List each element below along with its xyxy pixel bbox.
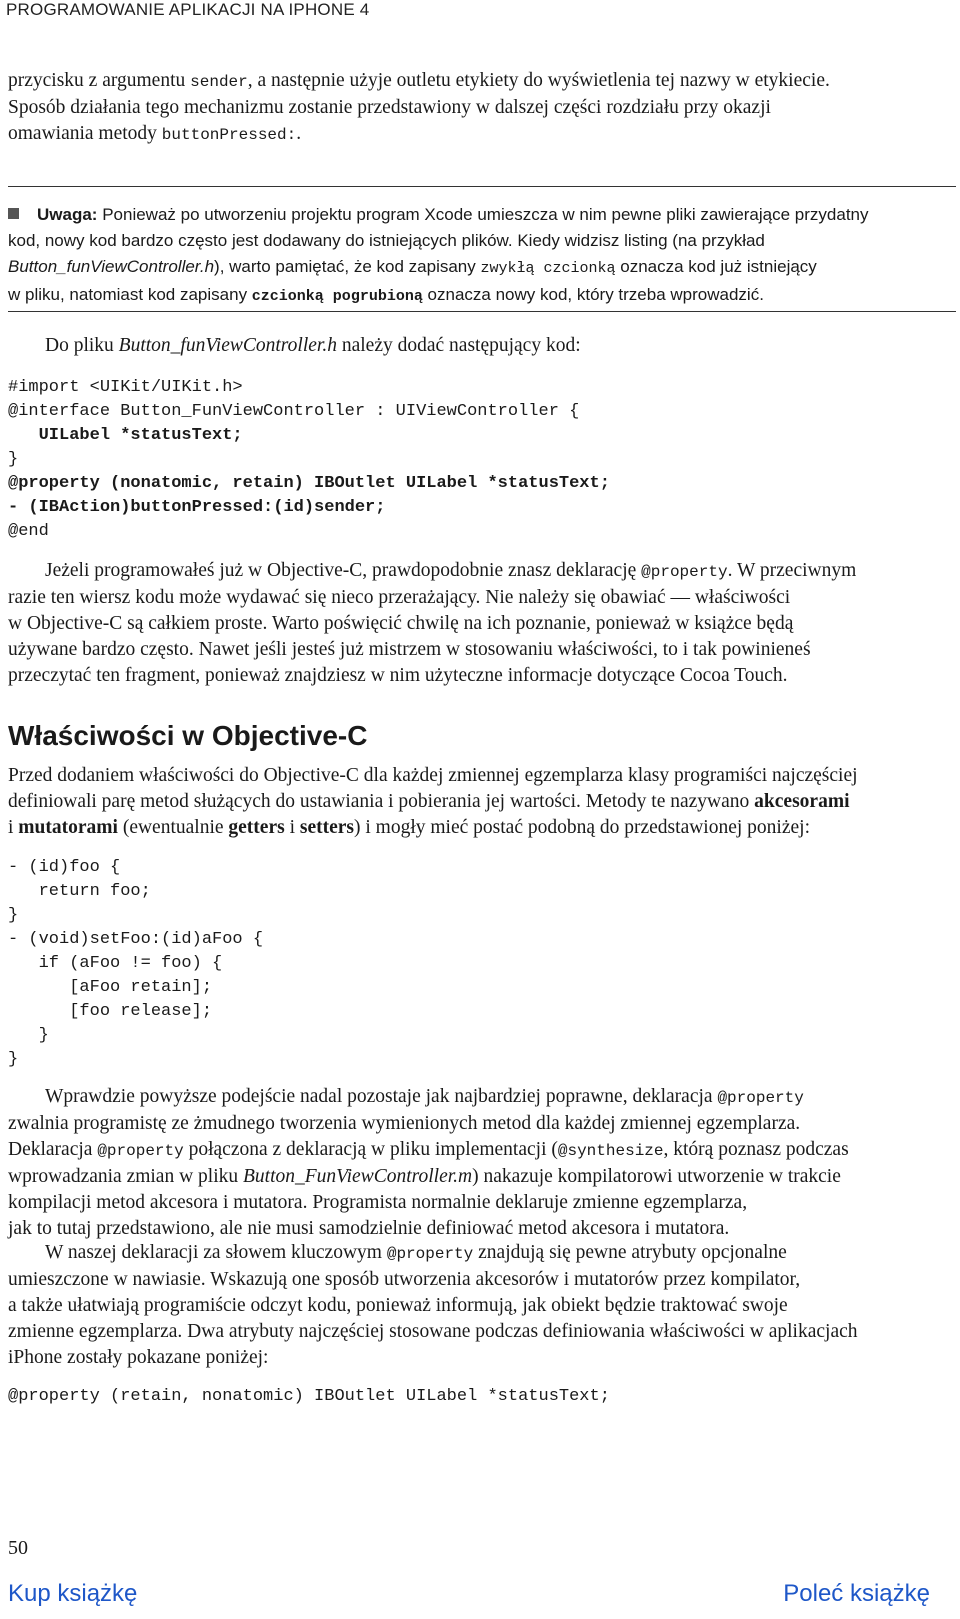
code-line: @interface Button_FunViewController : UIViewController {: [8, 402, 580, 421]
inline-code: sender: [190, 73, 248, 91]
code-line: [aFoo retain];: [8, 978, 213, 997]
code-line: }: [8, 906, 19, 925]
square-bullet-icon: [8, 208, 19, 219]
bold-term: setters: [299, 817, 355, 838]
text-line: w pliku, natomiast kod zapisany czcionką pogrubioną oznacza nowy kod, który trzeba wprowadzić.: [8, 285, 764, 305]
text-line: jak to tutaj przedstawiono, ale nie musi samodzielnie definiować metod akcesora i mutatora.: [8, 1218, 730, 1239]
text-line: Wprawdzie powyższe podejście nadal pozostaje jak najbardziej poprawne, deklaracja @property: [45, 1086, 804, 1107]
text-line: kompilacji metod akcesora i mutatora. Programista normalnie deklaruje zmienne egzemplarza,: [8, 1192, 748, 1213]
bold-term: akcesorami: [754, 791, 850, 812]
paragraph: [8, 333, 952, 359]
text-line: kod, nowy kod bardzo często jest dodawany do istniejących plików. Kiedy widzisz listing (na przykład: [8, 231, 765, 250]
text-line: razie ten wiersz kodu może wydawać się nieco przerażający. Nie należy się obawiać — właściwości: [8, 587, 791, 608]
paragraph: [8, 763, 952, 841]
intro-paragraph: [8, 68, 952, 148]
text-line: Button_funViewController.h), warto pamiętać, że kod zapisany zwykłą czcionką oznacza kod już istniejący: [8, 257, 817, 277]
inline-code-bold: czcionką pogrubioną: [251, 288, 423, 305]
text-line: Przed dodaniem właściwości do Objective-C dla każdej zmiennej egzemplarza klasy programiści najczęściej: [8, 765, 858, 786]
inline-code: zwykłą czcionką: [480, 260, 616, 277]
bold-term: mutatorami: [18, 817, 118, 838]
running-header: PROGRAMOWANIE APLIKACJI NA IPHONE 4: [6, 0, 370, 19]
text-line: Deklaracja @property połączona z deklaracją w pliku implementacji (@synthesize, którą poznasz podczas: [8, 1139, 849, 1160]
note-label: Uwaga:: [37, 205, 98, 224]
page-number: 50: [8, 1537, 28, 1559]
note-top-rule: [8, 186, 956, 187]
inline-code: @property: [641, 563, 728, 581]
text-line: Sposób działania tego mechanizmu zostanie przedstawiony w dalszej części rozdziału przy okazji: [8, 97, 771, 118]
code-line: @property (retain, nonatomic) IBOutlet UILabel *statusText;: [8, 1387, 610, 1406]
inline-code: @property: [386, 1245, 474, 1263]
code-listing: [8, 1385, 610, 1409]
paragraph: [8, 558, 952, 689]
text-line: przeczytać ten fragment, ponieważ znajdziesz w nim użyteczne informacje dotyczące Cocoa Touch.: [8, 665, 788, 686]
text-line: zmienne egzemplarza. Dwa atrybuty najczęściej stosowane podczas definiowania właściwości w aplikacjach: [8, 1321, 858, 1342]
note-bottom-rule: [8, 311, 956, 312]
code-line: return foo;: [8, 882, 151, 901]
code-line: }: [8, 1026, 49, 1045]
code-line: #import <UIKit/UIKit.h>: [8, 378, 243, 397]
bold-term: getters: [228, 817, 285, 838]
code-listing: [8, 856, 263, 1072]
code-line: @end: [8, 522, 49, 541]
code-line: - (id)foo {: [8, 858, 121, 877]
code-line: [foo release];: [8, 1002, 213, 1021]
code-listing: [8, 376, 610, 544]
text-line: W naszej deklaracji za słowem kluczowym @property znajdują się pewne atrybuty opcjonalne: [45, 1242, 787, 1263]
text-line: zwalnia programistę ze żmudnego tworzenia wymienionych metod dla każdej zmiennej egzemplarza.: [8, 1113, 801, 1134]
text-line: przycisku z argumentu sender, a następnie użyje outletu etykiety do wyświetlenia tej nazwy w etykiecie.: [8, 70, 830, 91]
recommend-book-link[interactable]: Poleć książkę: [783, 1580, 930, 1607]
code-line: }: [8, 1050, 19, 1069]
inline-code: buttonPressed:: [161, 126, 297, 144]
text-line: używane bardzo często. Nawet jeśli jesteś już mistrzem w stosowaniu właściwości, to i tak powinieneś: [8, 639, 811, 660]
text-line: definiowali parę metod służących do ustawiania i pobierania jej wartości. Metody te nazywano akcesorami: [8, 791, 850, 812]
code-line-new: UILabel *statusText;: [8, 426, 243, 445]
section-heading: Właściwości w Objective-C: [8, 720, 368, 751]
text-line: Jeżeli programowałeś już w Objective-C, prawdopodobnie znasz deklarację @property. W przeciwnym: [45, 560, 857, 581]
text-line: iPhone zostały pokazane poniżej:: [8, 1347, 269, 1368]
code-line-new: - (IBAction)buttonPressed:(id)sender;: [8, 498, 386, 517]
paragraph: [8, 1084, 952, 1242]
text-line: omawiania metody buttonPressed:.: [8, 123, 302, 144]
text-line: wprowadzania zmian w pliku Button_FunViewController.m) nakazuje kompilatorowi utworzenie w trakcie: [8, 1166, 841, 1187]
buy-book-link[interactable]: Kup książkę: [8, 1580, 138, 1607]
text-line: i mutatorami (ewentualnie getters i setters) i mogły mieć postać podobną do przedstawionej poniżej:: [8, 817, 810, 838]
inline-code: @property: [97, 1142, 184, 1160]
inline-code: @property: [717, 1089, 804, 1107]
code-line: if (aFoo != foo) {: [8, 954, 223, 973]
file-name: Button_funViewController.h: [118, 335, 337, 356]
file-name: Button_FunViewController.m: [243, 1166, 473, 1187]
text-line: umieszczone w nawiasie. Wskazują one sposób utworzenia akcesorów i mutatorów przez kompilator,: [8, 1269, 801, 1290]
code-line: }: [8, 450, 19, 469]
text-line: Do pliku Button_funViewController.h należy dodać następujący kod:: [45, 335, 581, 356]
text-line: a także ułatwiają programiście odczyt kodu, ponieważ informują, jak obiekt będzie traktować swoje: [8, 1295, 788, 1316]
inline-code: @synthesize: [557, 1142, 664, 1160]
text-line: Uwaga: Ponieważ po utworzeniu projektu program Xcode umieszcza w nim pewne pliki zawierające przydatny: [8, 202, 952, 228]
code-line: - (void)setFoo:(id)aFoo {: [8, 930, 264, 949]
text-line: w Objective-C są całkiem proste. Warto poświęcić chwilę na ich poznanie, ponieważ w książce będą: [8, 613, 794, 634]
note-box: [8, 202, 952, 310]
code-line-new: @property (nonatomic, retain) IBOutlet UILabel *statusText;: [8, 474, 610, 493]
file-name: Button_funViewController.h: [8, 257, 215, 276]
paragraph: [8, 1240, 952, 1371]
